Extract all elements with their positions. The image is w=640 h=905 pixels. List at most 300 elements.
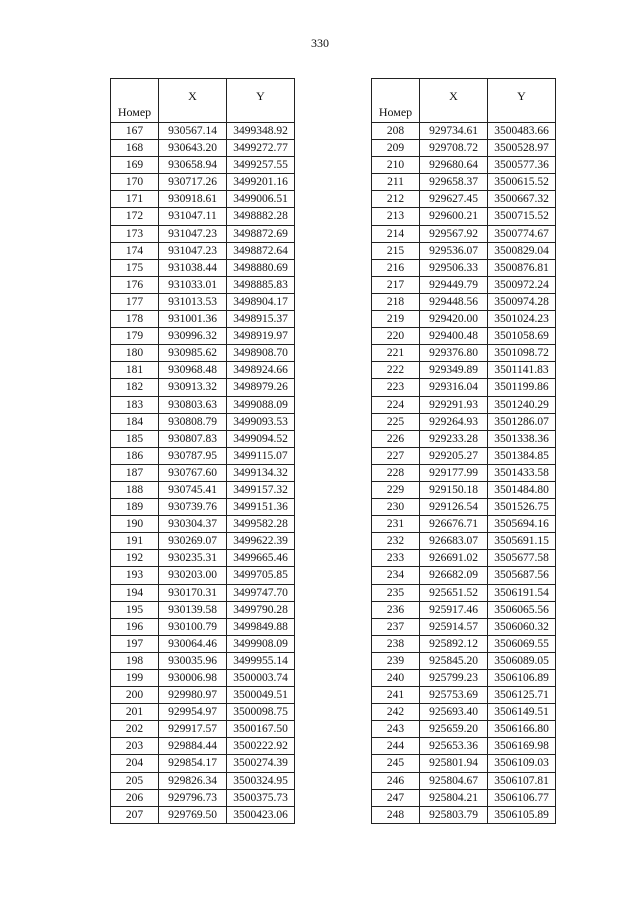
table-row [111,311,295,328]
x-coordinate: 931013.53 [159,293,227,310]
point-number: 246 [372,772,420,789]
x-coordinate: 931047.11 [159,208,227,225]
x-coordinate: 929316.04 [420,379,488,396]
y-coordinate: 3498885.83 [227,276,295,293]
header-y: Y [227,79,295,123]
x-coordinate: 929233.28 [420,430,488,447]
y-coordinate: 3499093.53 [227,413,295,430]
table-row [111,806,295,823]
y-coordinate: 3500715.52 [488,208,556,225]
x-coordinate: 929264.93 [420,413,488,430]
table-row [372,567,556,584]
table-row [111,293,295,310]
point-number: 238 [372,635,420,652]
x-coordinate: 929506.33 [420,259,488,276]
point-number: 167 [111,123,159,140]
x-coordinate: 929126.54 [420,499,488,516]
point-number: 229 [372,481,420,498]
point-number: 219 [372,311,420,328]
x-coordinate: 930745.41 [159,481,227,498]
point-number: 210 [372,157,420,174]
x-coordinate: 929658.37 [420,174,488,191]
y-coordinate: 3499115.07 [227,447,295,464]
y-coordinate: 3500774.67 [488,225,556,242]
header-x: X [420,79,488,123]
table-row [111,259,295,276]
y-coordinate: 3499272.77 [227,140,295,157]
point-number: 196 [111,618,159,635]
x-coordinate: 930304.37 [159,516,227,533]
x-coordinate: 926683.07 [420,533,488,550]
y-coordinate: 3499955.14 [227,652,295,669]
y-coordinate: 3500974.28 [488,293,556,310]
point-number: 237 [372,618,420,635]
point-number: 183 [111,396,159,413]
y-coordinate: 3500003.74 [227,670,295,687]
x-coordinate: 929627.45 [420,191,488,208]
y-coordinate: 3506169.98 [488,738,556,755]
x-coordinate: 929400.48 [420,328,488,345]
point-number: 220 [372,328,420,345]
x-coordinate: 929349.89 [420,362,488,379]
table-row [372,618,556,635]
x-coordinate: 930787.95 [159,447,227,464]
y-coordinate: 3500222.92 [227,738,295,755]
point-number: 223 [372,379,420,396]
table-row [372,464,556,481]
y-coordinate: 3499665.46 [227,550,295,567]
x-coordinate: 930985.62 [159,345,227,362]
table-row [372,704,556,721]
x-coordinate: 930739.76 [159,499,227,516]
y-coordinate: 3499908.09 [227,635,295,652]
point-number: 244 [372,738,420,755]
y-coordinate: 3505694.16 [488,516,556,533]
y-coordinate: 3506109.03 [488,755,556,772]
point-number: 213 [372,208,420,225]
header-y: Y [488,79,556,123]
y-coordinate: 3500049.51 [227,687,295,704]
x-coordinate: 930100.79 [159,618,227,635]
point-number: 232 [372,533,420,550]
x-coordinate: 925753.69 [420,687,488,704]
table-row [111,362,295,379]
x-coordinate: 929291.93 [420,396,488,413]
x-coordinate: 930918.61 [159,191,227,208]
point-number: 203 [111,738,159,755]
x-coordinate: 925804.67 [420,772,488,789]
point-number: 188 [111,481,159,498]
table-row [372,584,556,601]
y-coordinate: 3499849.88 [227,618,295,635]
y-coordinate: 3506106.77 [488,789,556,806]
table-row [372,738,556,755]
table-row [111,447,295,464]
table-row [372,345,556,362]
point-number: 240 [372,670,420,687]
table-row [111,738,295,755]
table-row [372,157,556,174]
y-coordinate: 3501286.07 [488,413,556,430]
y-coordinate: 3506069.55 [488,635,556,652]
table-row [111,191,295,208]
table-row [372,225,556,242]
y-coordinate: 3501240.29 [488,396,556,413]
table-row [111,413,295,430]
point-number: 242 [372,704,420,721]
table-row [111,670,295,687]
table-row [111,755,295,772]
point-number: 199 [111,670,159,687]
table-row [372,687,556,704]
point-number: 170 [111,174,159,191]
table-row [111,635,295,652]
x-coordinate: 926682.09 [420,567,488,584]
y-coordinate: 3498915.37 [227,311,295,328]
point-number: 191 [111,533,159,550]
x-coordinate: 925892.12 [420,635,488,652]
table-row [111,652,295,669]
point-number: 235 [372,584,420,601]
x-coordinate: 930139.58 [159,601,227,618]
table-row [111,601,295,618]
point-number: 211 [372,174,420,191]
y-coordinate: 3499622.39 [227,533,295,550]
x-coordinate: 930269.07 [159,533,227,550]
table-row [111,276,295,293]
x-coordinate: 925799.23 [420,670,488,687]
y-coordinate: 3501384.85 [488,447,556,464]
table-row [111,208,295,225]
y-coordinate: 3498872.69 [227,225,295,242]
y-coordinate: 3506089.05 [488,652,556,669]
table-body-right [372,123,556,824]
point-number: 194 [111,584,159,601]
table-header-row [372,79,556,123]
header-number: Номер [372,79,420,123]
table-row [372,379,556,396]
point-number: 171 [111,191,159,208]
x-coordinate: 925659.20 [420,721,488,738]
x-coordinate: 929954.97 [159,704,227,721]
y-coordinate: 3499094.52 [227,430,295,447]
y-coordinate: 3499157.32 [227,481,295,498]
x-coordinate: 930064.46 [159,635,227,652]
y-coordinate: 3501433.58 [488,464,556,481]
y-coordinate: 3501526.75 [488,499,556,516]
x-coordinate: 930203.00 [159,567,227,584]
y-coordinate: 3498908.70 [227,345,295,362]
point-number: 226 [372,430,420,447]
y-coordinate: 3500577.36 [488,157,556,174]
x-coordinate: 929826.34 [159,772,227,789]
table-row [372,311,556,328]
table-row [111,464,295,481]
x-coordinate: 929205.27 [420,447,488,464]
point-number: 216 [372,259,420,276]
x-coordinate: 925845.20 [420,652,488,669]
y-coordinate: 3499747.70 [227,584,295,601]
point-number: 207 [111,806,159,823]
y-coordinate: 3506191.54 [488,584,556,601]
table-row [111,618,295,635]
x-coordinate: 929680.64 [420,157,488,174]
table-row [111,140,295,157]
point-number: 212 [372,191,420,208]
x-coordinate: 930006.98 [159,670,227,687]
x-coordinate: 929536.07 [420,242,488,259]
y-coordinate: 3500483.66 [488,123,556,140]
coordinates-table-left [110,78,295,824]
point-number: 201 [111,704,159,721]
x-coordinate: 929734.61 [420,123,488,140]
table-row [111,481,295,498]
point-number: 234 [372,567,420,584]
y-coordinate: 3500829.04 [488,242,556,259]
y-coordinate: 3501058.69 [488,328,556,345]
y-coordinate: 3501141.83 [488,362,556,379]
y-coordinate: 3500274.39 [227,755,295,772]
point-number: 173 [111,225,159,242]
point-number: 206 [111,789,159,806]
point-number: 192 [111,550,159,567]
x-coordinate: 925801.94 [420,755,488,772]
x-coordinate: 929708.72 [420,140,488,157]
point-number: 189 [111,499,159,516]
point-number: 174 [111,242,159,259]
table-row [111,687,295,704]
y-coordinate: 3505691.15 [488,533,556,550]
point-number: 231 [372,516,420,533]
x-coordinate: 929150.18 [420,481,488,498]
x-coordinate: 929177.99 [420,464,488,481]
y-coordinate: 3506149.51 [488,704,556,721]
y-coordinate: 3501024.23 [488,311,556,328]
point-number: 224 [372,396,420,413]
y-coordinate: 3501484.80 [488,481,556,498]
table-row [372,208,556,225]
x-coordinate: 930035.96 [159,652,227,669]
table-row [111,157,295,174]
point-number: 185 [111,430,159,447]
x-coordinate: 925653.36 [420,738,488,755]
table-row [111,430,295,447]
y-coordinate: 3499582.28 [227,516,295,533]
table-row [372,755,556,772]
y-coordinate: 3498904.17 [227,293,295,310]
y-coordinate: 3500615.52 [488,174,556,191]
point-number: 169 [111,157,159,174]
table-row [372,789,556,806]
x-coordinate: 929600.21 [420,208,488,225]
x-coordinate: 931047.23 [159,225,227,242]
table-header-row [111,79,295,123]
x-coordinate: 929420.00 [420,311,488,328]
table-row [111,328,295,345]
table-row [372,430,556,447]
table-row [111,396,295,413]
y-coordinate: 3498924.66 [227,362,295,379]
point-number: 168 [111,140,159,157]
point-number: 208 [372,123,420,140]
table-row [372,499,556,516]
x-coordinate: 929769.50 [159,806,227,823]
point-number: 179 [111,328,159,345]
y-coordinate: 3500375.73 [227,789,295,806]
header-number: Номер [111,79,159,123]
point-number: 187 [111,464,159,481]
point-number: 230 [372,499,420,516]
point-number: 241 [372,687,420,704]
x-coordinate: 931047.23 [159,242,227,259]
table-row [372,140,556,157]
point-number: 177 [111,293,159,310]
point-number: 195 [111,601,159,618]
point-number: 215 [372,242,420,259]
table-row [111,379,295,396]
y-coordinate: 3499006.51 [227,191,295,208]
table-row [372,276,556,293]
x-coordinate: 930567.14 [159,123,227,140]
table-row [372,447,556,464]
table-row [372,533,556,550]
point-number: 204 [111,755,159,772]
x-coordinate: 929448.56 [420,293,488,310]
point-number: 217 [372,276,420,293]
y-coordinate: 3500972.24 [488,276,556,293]
x-coordinate: 925917.46 [420,601,488,618]
x-coordinate: 930808.79 [159,413,227,430]
x-coordinate: 930996.32 [159,328,227,345]
x-coordinate: 930658.94 [159,157,227,174]
table-body-left [111,123,295,824]
x-coordinate: 931001.36 [159,311,227,328]
table-row [111,123,295,140]
y-coordinate: 3506065.56 [488,601,556,618]
y-coordinate: 3505687.56 [488,567,556,584]
x-coordinate: 929917.57 [159,721,227,738]
point-number: 247 [372,789,420,806]
point-number: 198 [111,652,159,669]
x-coordinate: 929567.92 [420,225,488,242]
y-coordinate: 3500167.50 [227,721,295,738]
y-coordinate: 3500876.81 [488,259,556,276]
y-coordinate: 3499790.28 [227,601,295,618]
header-x: X [159,79,227,123]
y-coordinate: 3506105.89 [488,806,556,823]
point-number: 175 [111,259,159,276]
y-coordinate: 3499088.09 [227,396,295,413]
table-row [372,635,556,652]
x-coordinate: 930807.83 [159,430,227,447]
point-number: 178 [111,311,159,328]
table-row [372,396,556,413]
x-coordinate: 930170.31 [159,584,227,601]
y-coordinate: 3506125.71 [488,687,556,704]
y-coordinate: 3506166.80 [488,721,556,738]
table-row [111,345,295,362]
table-row [111,225,295,242]
point-number: 245 [372,755,420,772]
table-row [111,174,295,191]
table-row [372,293,556,310]
y-coordinate: 3500423.06 [227,806,295,823]
table-row [372,242,556,259]
x-coordinate: 930968.48 [159,362,227,379]
point-number: 221 [372,345,420,362]
table-row [372,601,556,618]
y-coordinate: 3499134.32 [227,464,295,481]
x-coordinate: 925914.57 [420,618,488,635]
x-coordinate: 929980.97 [159,687,227,704]
y-coordinate: 3498979.26 [227,379,295,396]
point-number: 190 [111,516,159,533]
y-coordinate: 3498880.69 [227,259,295,276]
point-number: 200 [111,687,159,704]
y-coordinate: 3498919.97 [227,328,295,345]
y-coordinate: 3499201.16 [227,174,295,191]
point-number: 202 [111,721,159,738]
point-number: 180 [111,345,159,362]
point-number: 197 [111,635,159,652]
x-coordinate: 926691.02 [420,550,488,567]
point-number: 184 [111,413,159,430]
point-number: 172 [111,208,159,225]
x-coordinate: 929854.17 [159,755,227,772]
point-number: 182 [111,379,159,396]
x-coordinate: 930643.20 [159,140,227,157]
point-number: 248 [372,806,420,823]
point-number: 233 [372,550,420,567]
table-row [372,362,556,379]
table-row [372,481,556,498]
x-coordinate: 930803.63 [159,396,227,413]
y-coordinate: 3501199.86 [488,379,556,396]
point-number: 243 [372,721,420,738]
y-coordinate: 3498872.64 [227,242,295,259]
table-row [111,499,295,516]
point-number: 209 [372,140,420,157]
point-number: 214 [372,225,420,242]
x-coordinate: 929376.80 [420,345,488,362]
y-coordinate: 3501338.36 [488,430,556,447]
table-row [111,584,295,601]
y-coordinate: 3500098.75 [227,704,295,721]
y-coordinate: 3501098.72 [488,345,556,362]
x-coordinate: 925804.21 [420,789,488,806]
point-number: 239 [372,652,420,669]
y-coordinate: 3498882.28 [227,208,295,225]
table-row [372,516,556,533]
table-row [372,670,556,687]
x-coordinate: 930767.60 [159,464,227,481]
x-coordinate: 930235.31 [159,550,227,567]
y-coordinate: 3505677.58 [488,550,556,567]
point-number: 218 [372,293,420,310]
point-number: 176 [111,276,159,293]
page-number: 330 [311,36,329,50]
y-coordinate: 3499257.55 [227,157,295,174]
table-row [111,789,295,806]
point-number: 205 [111,772,159,789]
y-coordinate: 3506107.81 [488,772,556,789]
table-row [372,652,556,669]
table-row [372,328,556,345]
table-row [111,721,295,738]
point-number: 225 [372,413,420,430]
table-row [372,191,556,208]
point-number: 181 [111,362,159,379]
